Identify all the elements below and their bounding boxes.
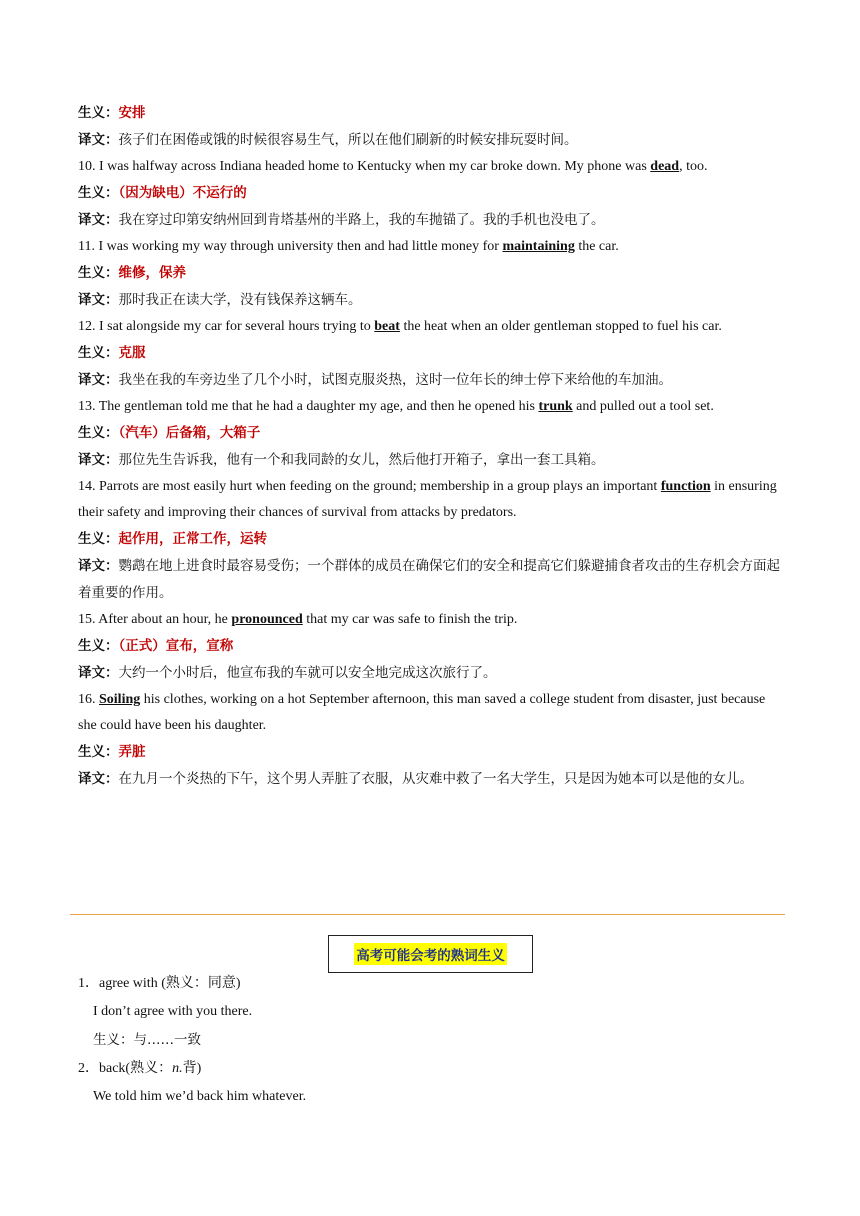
translation-line [78, 447, 784, 474]
translation-label: 译文： [78, 558, 119, 574]
sentence-line [78, 234, 784, 260]
sentence-after: the heat when an older gentleman stopped to fuel his car. [399, 319, 722, 334]
meaning-text: 维修，保养 [118, 265, 186, 281]
meaning-text: 安排 [118, 105, 146, 121]
translation-text: 那位先生告诉我，他有一个和我同龄的女儿，然后他打开箱子，拿出一套工具箱。 [118, 452, 605, 468]
translation-text: 大约一个小时后，他宣布我的车就可以安全地完成这次旅行了。 [118, 665, 497, 681]
translation-label: 译文： [78, 771, 119, 787]
translation-line [78, 367, 784, 394]
sentence-line [78, 607, 784, 633]
meaning-text: （汽车）后备箱，大箱子 [118, 425, 261, 441]
list-item-1-head: 1．agree with (熟义：同意) [78, 976, 241, 991]
sentence-line [78, 154, 784, 180]
translation-label: 译文： [78, 212, 119, 228]
list-item-example [78, 1083, 784, 1111]
meaning-text: （因为缺电）不运行的 [118, 185, 247, 201]
translation-line [78, 207, 784, 234]
meaning-line [78, 180, 784, 207]
list-item-2-head-pre: 2．back(熟义： [78, 1061, 173, 1076]
translation-line [78, 287, 784, 314]
list-item-1-example: I don’t agree with you there. [93, 1004, 253, 1019]
sentence-before: 15. After about an hour, he [78, 612, 232, 627]
meaning-line [78, 739, 784, 766]
sentence-line [78, 314, 784, 340]
meaning-label: 生义： [78, 345, 119, 361]
sentence-after: and pulled out a tool set. [572, 399, 714, 414]
translation-label: 译文： [78, 132, 119, 148]
meaning-line [78, 633, 784, 660]
translation-text: 我坐在我的车旁边坐了几个小时，试图克服炎热，这时一位年长的绅士停下来给他的车加油。 [118, 372, 672, 388]
translation-text: 鹦鹉在地上进食时最容易受伤；一个群体的成员在确保它们的安全和提高它们躲避捕食者攻击的生存机会方面起着重要的作用。 [78, 558, 780, 601]
keyword: maintaining [502, 239, 575, 254]
list-item-head [78, 1055, 784, 1083]
meaning-label: 生义： [78, 105, 119, 121]
meaning-label: 生义： [78, 425, 119, 441]
meaning-label: 生义： [78, 744, 119, 760]
section-divider [70, 914, 785, 915]
meaning-label: 生义： [78, 265, 119, 281]
translation-text: 那时我正在读大学，没有钱保养这辆车。 [118, 292, 362, 308]
sentence-after: his clothes, working on a hot September afternoon, this man saved a college student from disaster, just because she could have been his daughter. [78, 692, 766, 733]
translation-label: 译文： [78, 452, 119, 468]
list-item-meaning [78, 1026, 784, 1055]
sentence-after: , too. [679, 159, 708, 174]
sentence-before: 13. The gentleman told me that he had a daughter my age, and then he opened his [78, 399, 539, 414]
sentence-line [78, 687, 784, 739]
translation-text: 在九月一个炎热的下午，这个男人弄脏了衣服，从灾难中救了一名大学生，只是因为她本可以是他的女儿。 [118, 771, 753, 787]
meaning-text: 弄脏 [118, 744, 146, 760]
meaning-text: 克服 [118, 345, 146, 361]
meaning-line [78, 526, 784, 553]
sentence-after: that my car was safe to finish the trip. [302, 612, 518, 627]
keyword: Soiling [99, 692, 141, 707]
meaning-label: 生义： [78, 185, 119, 201]
translation-label: 译文： [78, 292, 119, 308]
meaning-line [78, 340, 784, 367]
translation-line [78, 660, 784, 687]
meaning-line [78, 260, 784, 287]
meaning-text: 起作用，正常工作，运转 [118, 531, 267, 547]
sentence-before: 14. Parrots are most easily hurt when feeding on the ground; membership in a group plays an important [78, 479, 661, 494]
translation-label: 译文： [78, 372, 119, 388]
section-heading: 高考可能会考的熟词生义 [354, 943, 507, 965]
list-item-2-example: We told him we’d back him whatever. [93, 1089, 307, 1104]
sentence-before: 10. I was halfway across Indiana headed home to Kentucky when my car broke down. My phone was [78, 159, 651, 174]
word-list [78, 970, 784, 1111]
keyword: trunk [538, 399, 573, 414]
keyword: dead [650, 159, 680, 174]
list-item-head [78, 970, 784, 998]
translation-line [78, 127, 784, 154]
translation-text: 我在穿过印第安纳州回到肯塔基州的半路上，我的车抛锚了。我的手机也没电了。 [118, 212, 605, 228]
sentence-after: in ensuring their safety and improving their chances of survival from attacks by predators. [78, 479, 777, 520]
meaning-label: 生义： [78, 638, 119, 654]
meaning-line [78, 100, 784, 127]
keyword: function [660, 479, 711, 494]
meaning-line [78, 420, 784, 447]
sentence-before: 11. I was working my way through university then and had little money for [78, 239, 503, 254]
translation-text: 孩子们在困倦或饿的时候很容易生气，所以在他们刷新的时候安排玩耍时间。 [118, 132, 578, 148]
meaning-label: 生义： [78, 531, 119, 547]
list-item-2-pos: n. [172, 1061, 183, 1076]
entries-container [78, 100, 784, 793]
sentence-line [78, 394, 784, 420]
list-item-2-head-post: 背) [182, 1061, 202, 1076]
translation-line [78, 553, 784, 607]
translation-line [78, 766, 784, 793]
sentence-after: the car. [574, 239, 619, 254]
keyword: pronounced [231, 612, 303, 627]
list-item-example [78, 998, 784, 1026]
list-item-1-meaning: 生义：与……一致 [93, 1032, 201, 1048]
translation-label: 译文： [78, 665, 119, 681]
sentence-before: 16. [78, 692, 99, 707]
sentence-line [78, 474, 784, 526]
sentence-before: 12. I sat alongside my car for several hours trying to [78, 319, 375, 334]
meaning-text: （正式）宣布，宣称 [118, 638, 234, 654]
section-heading-box [328, 935, 533, 973]
keyword: beat [374, 319, 400, 334]
